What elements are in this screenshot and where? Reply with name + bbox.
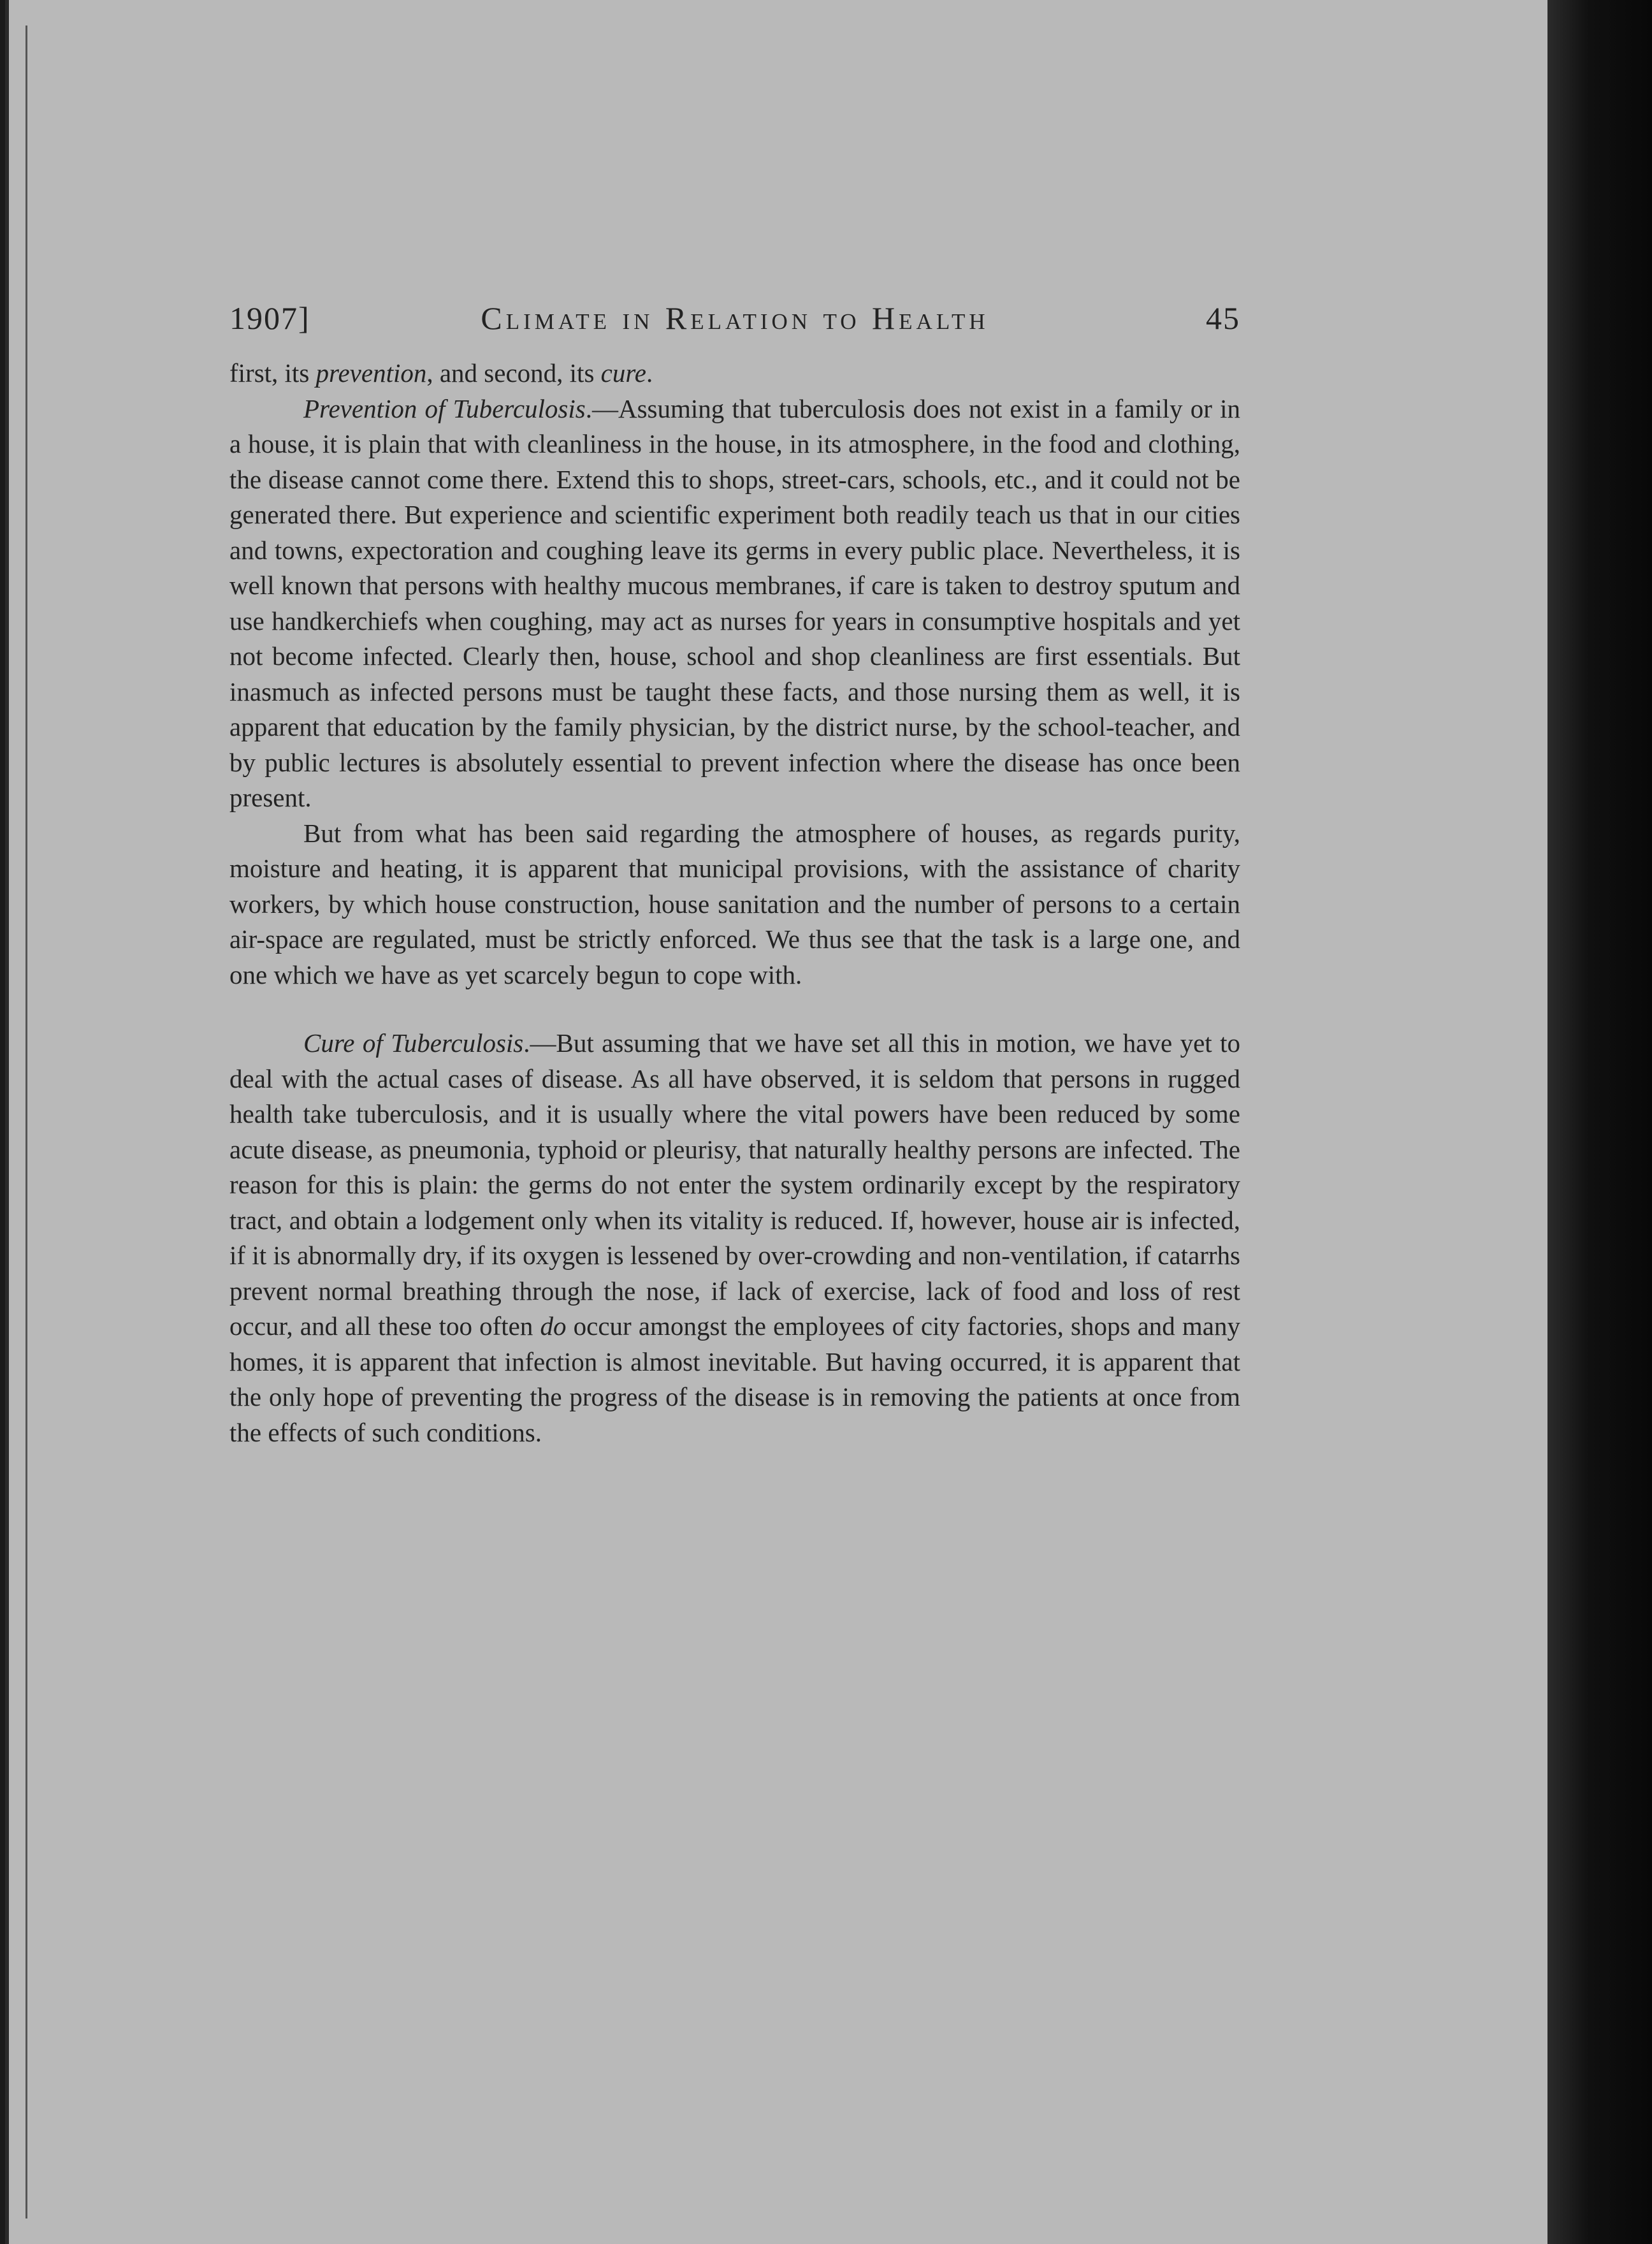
italic-run: Prevention of Tuberculosis — [303, 393, 586, 423]
italic-run: cure — [600, 358, 646, 388]
italic-run: Cure of Tuberculosis — [303, 1028, 524, 1058]
text-run: .—Assuming that tuberculosis does not exist in a family or in a house, it is plain that with cleanliness in the house, in its atmosphere, in the food and clothing, the disease cannot come there. Extend this to shops, street-cars, schools, etc., and it could not be generated there. But experience and scientific experiment both readily teach us that in our cities and towns, expectoration and coughing leave its germs in every public place. Nevertheless, it is well known that persons with healthy mucous membranes, if care is taken to destroy sputum and use handkerchiefs when coughing, may act as nurses for years in consumptive hospitals and yet not become infected. Clearly then, house, school and shop cleanliness are first essentials. But inasmuch as infected persons must be taught these facts, and those nursing them as well, it is apparent that education by the family physician, by the district nurse, by the school-teacher, and by public lectures is absolutely essential to prevent infection where the disease has once been present. — [229, 393, 1241, 812]
text-run: occur amongst the employees of city factories, shops and many homes, it is apparent that infection is almost inevitable. But having occurred, it is apparent that the only hope of preventing the progress of the disease is in removing the patients at once from the effects of such conditions. — [229, 1311, 1241, 1447]
section-gap — [229, 993, 1240, 1026]
scan-edge — [1547, 0, 1652, 2244]
page-number: 45 — [1206, 300, 1240, 336]
text-run: first, its — [229, 358, 316, 388]
paragraph — [229, 356, 1240, 391]
text-run: . — [646, 358, 653, 388]
text-run: , and second, its — [426, 358, 601, 388]
paragraph — [229, 391, 1240, 816]
page-text — [229, 300, 1240, 1450]
binding-edge — [25, 26, 27, 2218]
paragraph — [229, 1026, 1240, 1450]
body-text — [229, 356, 1240, 1450]
text-run: But from what has been said regarding the atmosphere of houses, as regards purity, moisture and heating, it is apparent that municipal provisions, with the assistance of charity workers, by which house construction, house sanitation and the number of persons to a certain air-space are regulated, must be strictly enforced. We thus see that the task is a large one, and one which we have as yet scarcely begun to cope with. — [229, 818, 1240, 989]
running-head-year: 1907] — [229, 300, 310, 336]
running-head-title: Climate in Relation to Health — [481, 300, 989, 336]
text-run: .—But assuming that we have set all this in motion, we have yet to deal with the actual cases of disease. As all have observed, it is seldom that persons in rugged health take tuberculosis, and it is usually where the vital powers have been reduced by some acute disease, as pneumonia, typhoid or pleurisy, that naturally healthy persons are infected. The reason for this is plain: the germs do not enter the system ordinarily except by the respiratory tract, and obtain a lodgement only when its vitality is reduced. If, however, house air is infected, if it is abnormally dry, if its oxygen is lessened by over-crowding and non-ventilation, if catarrhs prevent normal breathing through the nose, if lack of exercise, lack of food and loss of rest occur, and all these too often — [229, 1028, 1240, 1341]
running-head — [229, 300, 1240, 344]
paragraph — [229, 816, 1240, 993]
italic-run: prevention — [315, 358, 427, 388]
italic-run: do — [540, 1311, 567, 1341]
